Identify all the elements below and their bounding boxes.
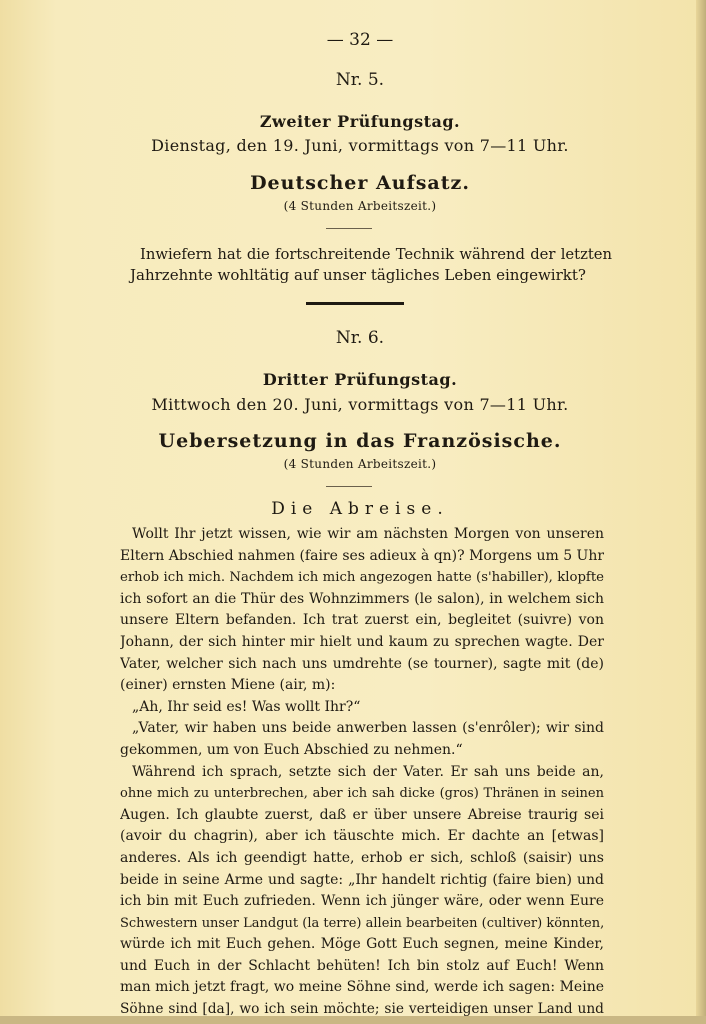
section-5-dateline: Dienstag, den 19. Juni, vormittags von 7—11 Uhr. [151, 136, 569, 155]
text-line: Wollt Ihr jetzt wissen, wie wir am nächsten Morgen von unseren [132, 526, 604, 542]
short-divider [326, 486, 372, 487]
text-line: (einer) ernsten Miene (air, m): [120, 677, 336, 694]
text-line: beide in seine Arme und sagte: „Ihr handelt richtig (faire bien) und [120, 871, 604, 888]
short-divider [326, 228, 372, 229]
section-6-dateline: Mittwoch den 20. Juni, vormittags von 7—11 Uhr. [151, 395, 569, 414]
text-line: Söhne sind [da], wo ich sein möchte; sie verteidigen unser Land und [120, 1001, 604, 1018]
section-5-note: (4 Stunden Arbeitszeit.) [283, 199, 437, 213]
text-line: anderes. Als ich geendigt hatte, erhob er sich, schloß (saisir) uns [120, 849, 604, 866]
text-line: gekommen, um von Euch Abschied zu nehmen.“ [120, 741, 463, 758]
text-line: ich sofort an die Thür des Wohnzimmers (le salon), in welchem sich [120, 590, 604, 607]
translation-text [120, 524, 604, 1021]
text-line: ohne mich zu unterbrechen, aber ich sah dicke (gros) Thränen in seinen [120, 786, 604, 802]
page-edge [696, 0, 706, 1024]
section-6-number: Nr. 6. [335, 328, 385, 348]
section-divider [306, 302, 404, 305]
text-line: und Euch in der Schlacht behüten! Ich bin stolz auf Euch! Wenn [120, 957, 604, 974]
text-line: Vater, welcher sich nach uns umdrehte (se tourner), sagte mit (de) [120, 655, 604, 672]
section-6-note: (4 Stunden Arbeitszeit.) [283, 457, 437, 471]
text-title: Die Abreise. [271, 499, 449, 519]
essay-question [130, 244, 612, 286]
text-line: unsere Eltern befanden. Ich trat zuerst ein, begleitet (suivre) von [120, 612, 604, 629]
section-6-heading: Dritter Prüfungstag. [262, 370, 458, 389]
text-line: „Vater, wir haben uns beide anwerben lassen (s'enrôler); wir sind [132, 720, 604, 737]
text-line: ich bin mit Euch zufrieden. Wenn ich jünger wäre, oder wenn Eure [120, 893, 604, 910]
question-line: Jahrzehnte wohltätig auf unser tägliches Leben eingewirkt? [130, 266, 586, 284]
page-number: — 32 — [326, 30, 394, 50]
text-line: Schwestern unser Landgut (la terre) allein bearbeiten (cultiver) könnten, [120, 915, 604, 931]
text-line: erhob ich mich. Nachdem ich mich angezogen hatte (s'habiller), klopfte [120, 570, 604, 586]
text-line: Während ich sprach, setzte sich der Vater. Er sah uns beide an, [132, 763, 604, 780]
text-line: „Ah, Ihr seid es! Was wollt Ihr?“ [132, 698, 361, 715]
text-line: würde ich mit Euch gehen. Möge Gott Euch segnen, meine Kinder, [120, 936, 604, 953]
text-line: Eltern Abschied nahmen (faire ses adieux à qn)? Morgens um 5 Uhr [120, 547, 604, 564]
section-5-subject: Deutscher Aufsatz. [250, 172, 470, 194]
text-line: Augen. Ich glaubte zuerst, daß er über unsere Abreise traurig sei [120, 806, 604, 823]
question-line: Inwiefern hat die fortschreitende Technik während der letzten [140, 246, 612, 263]
section-6-subject: Uebersetzung in das Französische. [158, 430, 562, 452]
text-line: man mich jetzt fragt, wo meine Söhne sind, werde ich sagen: Meine [120, 979, 604, 996]
section-5-heading: Zweiter Prüfungstag. [259, 112, 461, 131]
text-line: (avoir du chagrin), aber ich täuschte mich. Er dachte an [etwas] [120, 828, 604, 845]
section-5-number: Nr. 5. [335, 70, 385, 90]
text-line: Johann, der sich hinter mir hielt und kaum zu sprechen wagte. Der [120, 633, 604, 650]
